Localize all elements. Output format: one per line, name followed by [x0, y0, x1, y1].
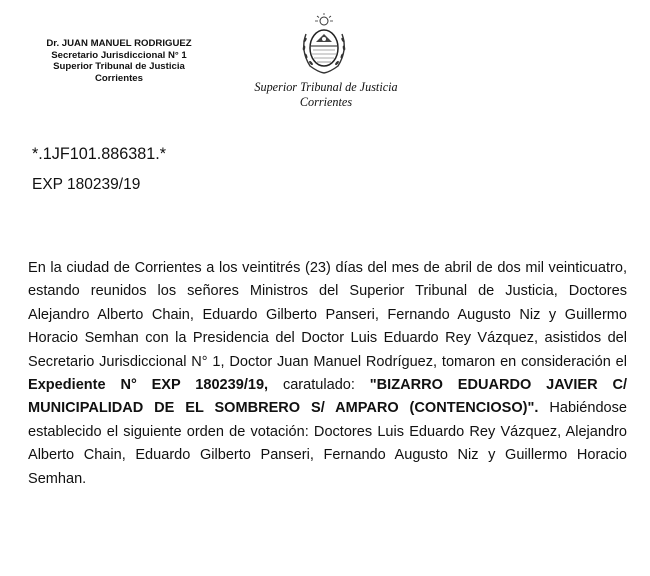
case-caption: "BIZARRO EDUARDO JAVIER C/ MUNICIPALIDAD DE EL SOMBRERO S/ AMPARO (CONTENCIOSO)". [28, 377, 627, 417]
letterhead [238, 80, 414, 109]
case-number: EXP 180239/19 [32, 176, 141, 193]
signer-court: Superior Tribunal de Justicia [53, 61, 185, 72]
body-part-2: caratulado: [282, 377, 355, 394]
body-part-1: En la ciudad de Corrientes a los veintitrés (23) días del mes de abril de dos mil veinticuatro, estando reunidos los señores Ministros del Superior Tribunal de Justicia, Doctores Alejandro Alberto Chain, Eduardo Gilberto Panseri, Fernando Augusto Niz y Guillermo Horacio Semhan con la Presidencia del Doctor Luis Eduardo Rey Vázquez, asistidos del Secretario Jurisdiccional N° 1, Doctor Juan Manuel Rodríguez, tomaron en consideración el [28, 260, 627, 370]
resolution-paragraph [28, 257, 627, 491]
signer-city: Corrientes [95, 72, 143, 84]
letterhead-subtitle: Corrientes [299, 94, 353, 109]
letterhead-title: Superior Tribunal de Justicia [254, 80, 398, 94]
signer-role: Secretario Jurisdiccional N° 1 [51, 49, 187, 61]
signature-block [15, 38, 223, 84]
signer-name: Dr. JUAN MANUEL RODRIGUEZ [46, 38, 192, 49]
provincial-coat-of-arms-icon [296, 12, 352, 76]
case-code: *.1JF101.886381.* [32, 145, 167, 163]
body-part-3: Habiéndose establecido el siguiente orden de votación: Doctores Luis Eduardo Rey Vázquez, Alejandro Alberto Chain, Eduardo Gilberto Panseri, Fernando Augusto Niz y Guillermo Horacio Semhan. [28, 400, 627, 487]
expediente-reference: Expediente N° EXP 180239/19, [28, 377, 269, 394]
